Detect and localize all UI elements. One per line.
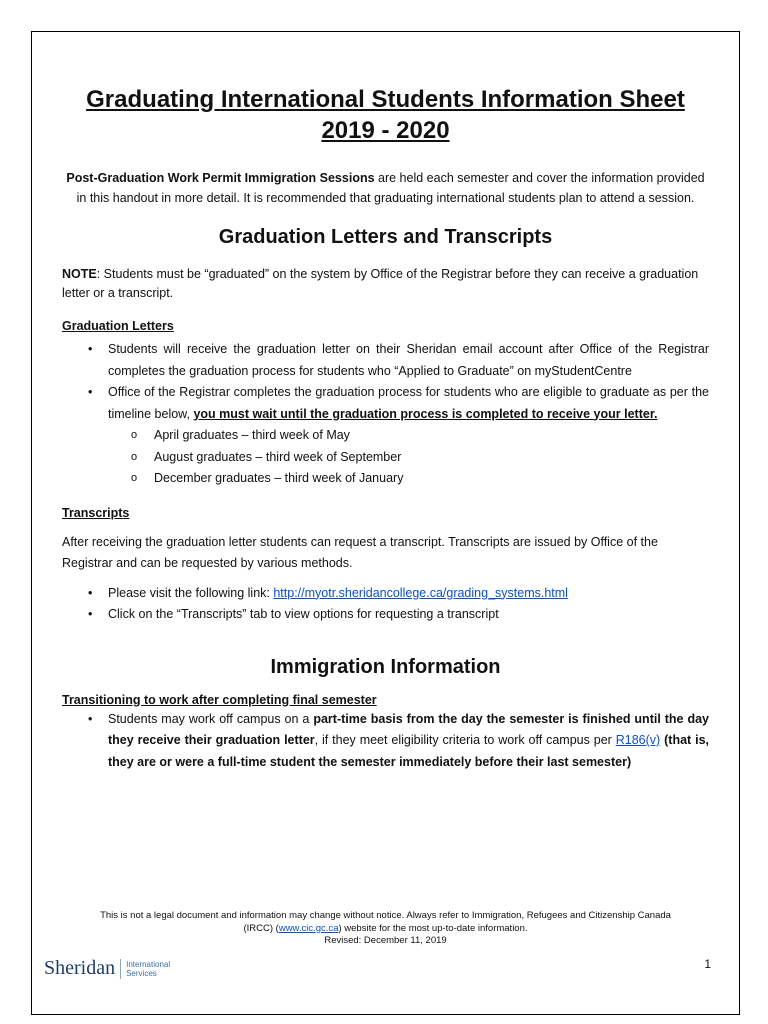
subheading-graduation-letters: Graduation Letters (62, 319, 174, 333)
subheading-transitioning: Transitioning to work after completing final semester (62, 692, 377, 707)
section-heading-graduation: Graduation Letters and Transcripts (218, 226, 553, 248)
transcripts-list (62, 583, 709, 626)
graduation-letters-list (62, 339, 709, 490)
list-item: • Please visit the following link: http://myotr.sheridancollege.ca/grading_systems.html (108, 583, 709, 605)
timeline-item: o April graduates – third week of May (154, 425, 709, 447)
page-number: 1 (704, 957, 711, 971)
document-content (62, 84, 709, 773)
list-item: • Students will receive the graduation letter on their Sheridan email account after Office of the Registrar completes the graduation process for students who “Applied to Graduate” on myStudentCentre (108, 339, 709, 382)
cic-website-link[interactable]: www.cic.gc.ca (278, 922, 339, 934)
logo-subtitle: International Services (126, 959, 171, 978)
list-item: • Students may work off campus on a part-time basis from the day the semester is finished until the day they receive their graduation letter, if they meet eligibility criteria to work off campus per R186(v) (that is, they are or were a full-time student the semester immediately before their last semester) (108, 709, 709, 774)
intro-paragraph: Post-Graduation Work Permit Immigration Sessions are held each semester and cover the information provided in this handout in more detail. It is recommended that graduating international students plan to attend a session. (66, 171, 705, 205)
note-paragraph: NOTE: Students must be “graduated” on the system by Office of the Registrar before they can receive a graduation letter or a transcript. (62, 267, 699, 300)
timeline-item: o December graduates – third week of January (154, 468, 709, 490)
document-page (31, 31, 740, 1015)
section-heading-immigration: Immigration Information (270, 655, 501, 678)
r186-link[interactable]: R186(v) (615, 733, 661, 747)
transcripts-paragraph: After receiving the graduation letter students can request a transcript. Transcripts are issued by Office of the Registrar and can be requested by various methods. (62, 534, 658, 570)
revised-date: Revised: December 11, 2019 (324, 935, 447, 946)
grading-systems-link[interactable]: http://myotr.sheridancollege.ca/grading_systems.html (273, 585, 568, 600)
document-title: Graduating International Students Information Sheet 2019 - 2020 (86, 86, 685, 144)
logo-divider (120, 959, 121, 979)
list-item: • Office of the Registrar completes the graduation process for students who are eligible to graduate as per the timeline below, you must wait until the graduation process is completed to receive your letter. o April graduates – third week of May o August graduates – third week of September o December graduates – third week of January (108, 382, 709, 490)
list-item: • Click on the “Transcripts” tab to view options for requesting a transcript (108, 604, 709, 626)
timeline-item: o August graduates – third week of September (154, 447, 709, 469)
immigration-list (62, 709, 709, 774)
sheridan-logo (44, 957, 170, 980)
graduation-timeline-list (108, 425, 709, 490)
subheading-transcripts: Transcripts (62, 505, 130, 520)
logo-wordmark: Sheridan (44, 957, 116, 979)
page-footer: This is not a legal document and information may change without notice. Always refer to Immigration, Refugees and Citizenship Canada (IRCC) (www.cic.gc.ca) website for the most up-to-date information. Revised: December 11, 2019 (52, 910, 719, 948)
